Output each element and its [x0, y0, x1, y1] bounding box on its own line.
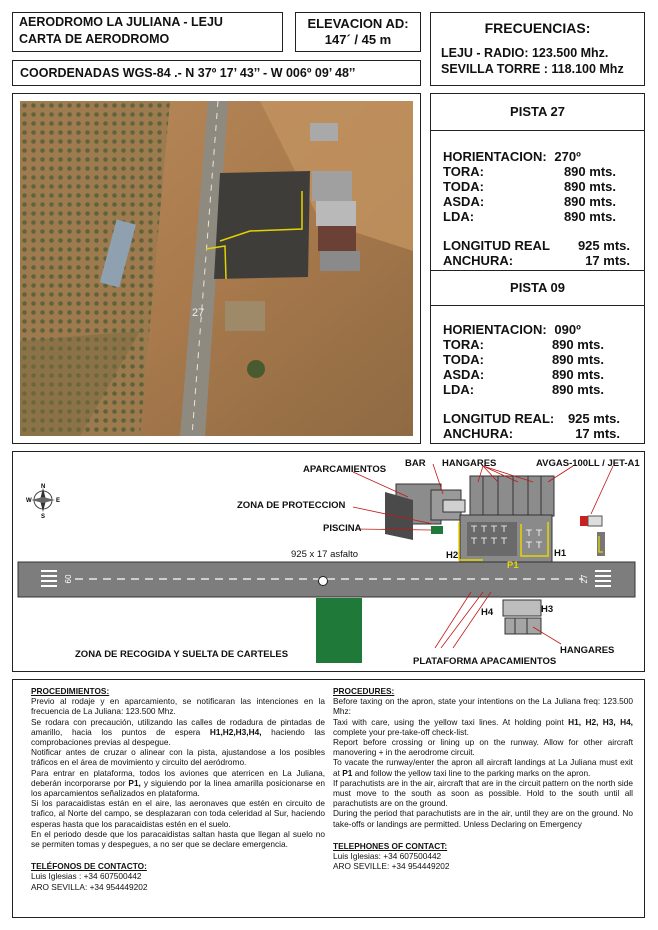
contact-en-title: TELEPHONES OF CONTACT: [333, 840, 448, 851]
compass-rose-icon [26, 484, 60, 520]
contact-en-1: Luis Iglesias: +34 607500442 [333, 851, 442, 862]
aerodrome-diagram [12, 451, 645, 672]
procedure-en-1: Before taxing on the apron, state your intentions on the La Juliana freq: 123.500 Mhz: [333, 696, 633, 717]
apron-parking [467, 522, 517, 556]
procedure-en-3: Report before crossing or lining up on the runway. Allow for other aircraft manovering + in the aerodrome circuit. [333, 737, 633, 758]
elevation-label: ELEVACION AD: [307, 16, 409, 31]
runway-27-title: PISTA 27 [431, 94, 644, 131]
chart-type: CARTA DE AERODROMO [19, 32, 170, 46]
contact-es-title: TELÉFONOS DE CONTACTO: [31, 861, 147, 872]
label-h1: H1 [554, 548, 567, 559]
runway-center-marker [319, 577, 328, 586]
runway-09-box [430, 270, 645, 444]
procedure-es-1: Previo al rodaje y en aparcamiento, se notificaran las intenciones en la frecuencia de La Juliana: 123.500 Mhz. [31, 696, 325, 717]
procedure-es-4: Para entrar en plataforma, todos los aviones que aterricen en La Juliana, deberán incorporarse por P1, y siguiendo por la linea amarilla posicionarse en los aparcamientos señalizados en plataforma. [31, 767, 325, 799]
runway-27-box [430, 93, 645, 271]
label-h4: H4 [481, 607, 494, 618]
procedure-es-6: En el periodo desde que los paracaidistas saltan hasta que llegan al suelo no se permiten tomas y despegues, a no ser que se declare emergencia. [31, 828, 325, 850]
piscina-pool [431, 526, 443, 534]
length-row: LONGITUD REAL: 925 mts. [443, 411, 620, 426]
label-h2: H2 [446, 550, 459, 561]
frequencies-box [430, 12, 645, 86]
label-zona-proteccion: ZONA DE PROTECCION [237, 500, 346, 511]
label-plataforma: PLATAFORMA APACAMIENTOS [413, 656, 557, 667]
orientation-value: 270º [554, 149, 581, 164]
svg-text:S: S [41, 514, 46, 520]
toda-row: TODA: 890 mts. [443, 179, 616, 194]
procedure-en-6: During the period that parachutists are in the air, until they are on the ground. No take-offs or landings are permitted. Unless Declaring on Emergency [333, 808, 633, 829]
procedures-spanish [31, 686, 325, 892]
tora-row: TORA: 890 mts. [443, 164, 616, 179]
label-hangares-south: HANGARES [560, 645, 615, 656]
label-runway-desc: 925 x 17 asfalto [291, 549, 359, 560]
procedures-english [333, 686, 633, 871]
radio-frequency: LEJU - RADIO: 123.500 Mhz. [441, 46, 609, 60]
label-p1: P1 [507, 560, 519, 571]
runway-09-marking: 09 [63, 574, 72, 584]
orientation-label: HORIENTACION: [443, 322, 547, 337]
coordinates: COORDENADAS WGS-84 .- N 37º 17’ 43’’ - W 006º 09’ 48’’ [20, 66, 356, 80]
label-piscina: PISCINA [323, 523, 362, 534]
aerodrome-name: AERODROMO LA JULIANA - LEJU [19, 15, 223, 29]
procedure-es-3: Notificar antes de cruzar o alinear con la pista, ajustandose a los posibles tráficos en el área de movimiento y circuito del aeródromo. [31, 747, 325, 768]
coordinates-box [12, 60, 421, 86]
runway-27-marking: 27 [580, 574, 589, 584]
procedures-es-title: PROCEDIMIENTOS: [31, 686, 110, 696]
runway-09-title: PISTA 09 [431, 271, 644, 306]
orientation-value: 090º [554, 322, 581, 337]
south-hangars [503, 600, 541, 616]
contact-es-2: ARO SEVILLA: +34 954449202 [31, 881, 148, 892]
label-avgas: AVGAS-100LL / JET-A1 [536, 458, 640, 469]
tora-row: TORA: 890 mts. [443, 337, 604, 352]
toda-row: TODA: 890 mts. [443, 352, 604, 367]
contact-es-1: Luis Iglesias : +34 607500442 [31, 871, 142, 882]
elevation-value: 147´ / 45 m [324, 32, 392, 47]
procedure-es-5: Si los paracaidistas están en el aire, las aeronaves que estén en circuito de trafico, al Norte del campo, se desplazaran con toda celeridad al Sur, haciendo esperas hasta que los paracaidistas estén en el suelo. [31, 798, 325, 829]
contact-en-2: ARO SEVILLE: +34 954449202 [333, 861, 450, 872]
procedure-en-2: Taxi with care, using the yellow taxi lines. At holding point H1, H2, H3, H4, complete your pre-take-off check-list. [333, 716, 633, 737]
dark-building [385, 492, 413, 540]
tower-frequency: SEVILLA TORRE : 118.100 Mhz [441, 62, 624, 76]
procedures-box [12, 679, 645, 918]
lda-row: LDA: 890 mts. [443, 382, 604, 397]
photo-runway-number: 27 [192, 307, 205, 319]
procedures-en-title: PROCEDURES: [333, 686, 395, 696]
title-box [12, 12, 283, 52]
runway-27-orientation [443, 149, 644, 164]
orientation-label: HORIENTACION: [443, 149, 547, 164]
svg-text:W: W [26, 498, 32, 504]
label-hangares: HANGARES [442, 458, 497, 469]
procedure-en-4: To vacate the runway/enter the apron all aircraft landings at La Juliana must exit at P1 and follow the yellow taxi line to the parking marks on the apron. [333, 757, 633, 778]
asda-row: ASDA: 890 mts. [443, 194, 616, 209]
width-row: ANCHURA: 17 mts. [443, 253, 630, 268]
svg-text:N: N [41, 484, 46, 490]
procedure-en-5: If parachutists are in the air, aircraft that are in the circuit pattern on the north side must move to the south as soon as possible. Hold to the south until all parachutists are on the ground. [333, 777, 633, 809]
label-zona-recogida: ZONA DE RECOGIDA Y SUELTA DE CARTELES [75, 649, 289, 660]
banner-drop-zone [316, 598, 362, 663]
runway-09-orientation [443, 322, 644, 337]
aerial-photo [20, 101, 413, 436]
label-aparcamientos: APARCAMIENTOS [303, 464, 387, 475]
svg-text:E: E [56, 498, 61, 504]
fuel-station [580, 516, 588, 526]
elevation-box [295, 12, 421, 52]
label-bar: BAR [405, 458, 426, 469]
aerial-photo-frame [12, 93, 421, 444]
frequencies-title: FRECUENCIAS: [484, 20, 591, 36]
width-row: ANCHURA: 17 mts. [443, 426, 620, 441]
lda-row: LDA: 890 mts. [443, 209, 616, 224]
bar-annex [443, 500, 465, 512]
label-h3: H3 [541, 604, 554, 615]
asda-row: ASDA: 890 mts. [443, 367, 604, 382]
procedure-es-2: Se rodara con precaución, utilizando las calles de rodadura de pintadas de amarillo, hacia los puntos de espera H1,H2,H3,H4, haciendo las comprobaciones previas al despegue. [31, 716, 325, 748]
length-row: LONGITUD REAL 925 mts. [443, 238, 630, 253]
